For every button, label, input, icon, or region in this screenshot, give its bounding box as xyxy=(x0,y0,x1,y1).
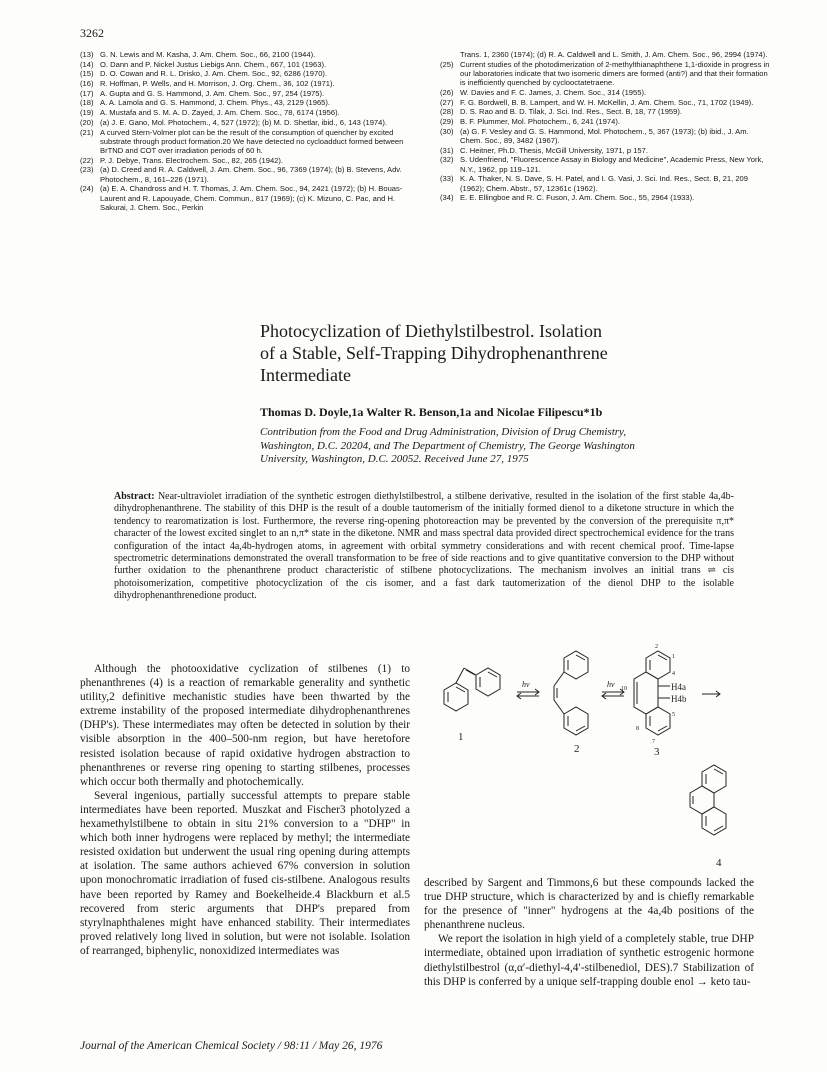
compound-label-1: 1 xyxy=(458,731,464,743)
reference-item xyxy=(440,193,770,202)
reference-number: (34) xyxy=(440,193,454,203)
reference-number: (30) xyxy=(440,126,454,136)
authors: Thomas D. Doyle,1a Walter R. Benson,1a and Nicolae Filipescu*1b xyxy=(260,405,603,419)
article-title xyxy=(260,320,720,386)
reference-text: D. O. Cowan and R. L. Drisko, J. Am. Chem. Soc., 92, 6286 (1970). xyxy=(100,69,328,79)
reference-text: F. G. Bordwell, B. B. Lampert, and W. H. McKellin, J. Am. Chem. Soc., 71, 1702 (1949). xyxy=(460,97,754,107)
abstract-text: Near-ultraviolet irradiation of the synthetic estrogen diethylstilbestrol, a stilbene derivative, resulted in the isolation of the first stable 4a,4b-dihydrophenanthrene. The stability of this DHP is the result of a double tautomerism of the initially formed dienol to a diketone structure in which the tendency to rearomatization is lost. Furthermore, the reverse ring-opening photoreaction may be prevented by the conversion of the prerequisite π,π* character of the lowest excited singlet to an n,π* state in the diketone. NMR and mass spectral data provided direct spectrochemical evidence for the trans configuration of the intact 4a,4b-hydrogen atoms, in agreement with orbital symmetry considerations and with recent chemical proof. Time-lapse spectrometric determinations demonstrated the overall transformation to be free of side reactions and to give quantitative conversion to the DHP without further oxidation to the phenanthrene product characteristic of stilbene photocyclizations. The mechanism involves an initial trans ⇌ cis photoisomerization, competitive photocyclization of the cis isomer, and a fast dark tautomerization of the dienol DHP to the isolable dihydrophenanthrenedione product. xyxy=(114,491,735,602)
reference-text: A. Mustafa and S. M. A. D. Zayed, J. Am. Chem. Soc., 78, 6174 (1956). xyxy=(100,108,340,118)
position-7: 7 xyxy=(652,739,655,745)
position-1: 1 xyxy=(672,654,675,660)
reference-text: O. Dann and P. Nickel Justus Liebigs Ann. Chem., 667, 101 (1963). xyxy=(100,59,327,69)
reference-item xyxy=(80,50,420,59)
dihydrophenanthrene-structure xyxy=(634,651,670,735)
reference-text: A. Gupta and G. S. Hammond, J. Am. Chem. Soc., 97, 254 (1975). xyxy=(100,88,325,98)
references-left xyxy=(80,50,420,213)
compound-label-3: 3 xyxy=(654,746,660,758)
title-line: Photocyclization of Diethylstilbestrol. Isolation xyxy=(260,321,602,341)
reference-item xyxy=(440,155,770,174)
reference-text: G. N. Lewis and M. Kasha, J. Am. Chem. Soc., 66, 2100 (1944). xyxy=(100,50,316,59)
cis-stilbene-structure xyxy=(554,651,588,735)
reference-text: S. Udenfriend, "Fluorescence Assay in Biology and Medicine", Academic Press, New York, N.Y., 1962, pp 119–121. xyxy=(460,155,764,174)
reference-item xyxy=(440,174,770,193)
reference-text: D. S. Rao and B. D. Tilak, J. Sci. Ind. Res., Sect. B, 18, 77 (1959). xyxy=(460,107,683,117)
reference-number: (16) xyxy=(80,79,94,89)
affiliation-line: University, Washington, D.C. 20052. Received June 27, 1975 xyxy=(260,453,529,465)
reference-number: (27) xyxy=(440,97,454,107)
reference-item xyxy=(440,127,770,146)
compound-label-4: 4 xyxy=(716,857,722,869)
position-4: 4 xyxy=(672,671,675,677)
reference-text: A. A. Lamola and G. S. Hammond, J. Chem. Phys., 43, 2129 (1965). xyxy=(100,98,331,108)
reference-text: (a) D. Creed and R. A. Caldwell, J. Am. Chem. Soc., 96, 7369 (1974); (b) B. Stevens, Adv. Photochem., 8, 161–226 (1971). xyxy=(100,165,402,184)
reference-number xyxy=(440,50,460,59)
h4a-label: H4a xyxy=(671,682,686,692)
body-paragraph: described by Sargent and Timmons,6 but these compounds lacked the true DHP structure, which is characterized by and is chiefly remarkable for the presence of "inner" hydrogens at the 4a,4b positions of the phenanthrene nucleus. xyxy=(424,877,754,932)
reference-item xyxy=(80,165,420,184)
reference-number: (24) xyxy=(80,184,94,194)
reference-text: Trans. 1, 2360 (1974); (d) R. A. Caldwell and L. Smith, J. Am. Chem. Soc., 96, 2994 (1974). xyxy=(460,50,768,59)
reference-text: (a) J. E. Gano, Mol. Photochem., 4, 527 (1972); (b) M. D. Shetlar, ibid., 6, 143 (1974). xyxy=(100,117,388,127)
body-paragraph: We report the isolation in high yield of a completely stable, true DHP intermediate, obtained upon irradiation of synthetic estrogenic hormone diethylstilbestrol (α,α′-diethyl-4,4′-stilbenediol, DES).7 Stabilization of this DHP is conferred by a unique self-trapping double enol → keto tau- xyxy=(424,933,754,988)
reference-item xyxy=(440,146,770,155)
position-10: 10 xyxy=(621,686,627,692)
stilbene-structure xyxy=(444,668,500,711)
reference-number: (18) xyxy=(80,98,94,108)
reference-number: (28) xyxy=(440,107,454,117)
reference-text: R. Hoffman, P. Wells, and H. Morrison, J. Org. Chem., 36, 102 (1971). xyxy=(100,79,335,89)
reference-item xyxy=(80,118,420,127)
body-column-left xyxy=(80,662,410,958)
reference-item xyxy=(80,69,420,78)
reference-text: K. A. Thaker, N. S. Dave, S. H. Patel, and I. G. Vasi, J. Sci. Ind. Res., Sect. B, 21, 209 (1962); Chem. Abstr., 57, 12361c (1962). xyxy=(460,174,748,193)
reference-number: (23) xyxy=(80,165,94,175)
reference-item xyxy=(80,60,420,69)
reference-number: (13) xyxy=(80,50,94,59)
reference-number: (33) xyxy=(440,174,454,184)
reference-number: (29) xyxy=(440,117,454,127)
reference-item xyxy=(80,108,420,117)
body-paragraph: Several ingenious, partially successful attempts to prepare stable intermediates have been reported. Muszkat and Fischer3 photolyzed a hexamethylstilbene to obtain in situ 21% conversion to a "DHP" in which both inner hydrogens were replaced by methyl; the intermediate resisted oxidation but underwent the usual ring opening during attempts at isolation. The same authors achieved 67% conversion in solution upon monochromatic irradiation of fused cis-stilbene. Analogous results have been reported by Ramey and Boekelheide.4 Blackburn et al.5 recovered from steric arguments that DHP's prepared from styrylnaphthalenes might have enhanced stability. Their intermediates proved relatively long lived in solution, but were not isolable. Isolation of rearranged, biphenylic, nonoxidized intermediates was xyxy=(80,789,410,957)
reference-number: (32) xyxy=(440,155,454,165)
hv-label-2: hν xyxy=(607,680,615,689)
reference-item xyxy=(440,88,770,97)
reference-item xyxy=(80,98,420,107)
phenanthrene-structure xyxy=(690,765,726,835)
reference-number: (25) xyxy=(440,59,454,69)
reference-item xyxy=(80,128,420,156)
reference-text: E. E. Ellingboe and R. C. Fuson, J. Am. Chem. Soc., 55, 2964 (1933). xyxy=(460,193,695,203)
abstract-label: Abstract: xyxy=(114,491,155,502)
reference-text: Current studies of the photodimerization of 2-methylthianaphthene 1,1-dioxide in progress in our laboratories indicate that two isomeric dimers are formed (anti?) and that their formation is inefficiently quenched by cyclooctatetraene. xyxy=(460,59,770,88)
photo-arrow-1 xyxy=(517,689,539,699)
position-2: 2 xyxy=(655,644,658,650)
reference-number: (31) xyxy=(440,145,454,155)
reference-number: (21) xyxy=(80,127,94,137)
reference-item xyxy=(80,156,420,165)
reference-number: (14) xyxy=(80,59,94,69)
affiliation-line: Contribution from the Food and Drug Administration, Division of Drug Chemistry, xyxy=(260,426,627,438)
reference-text: P. J. Debye, Trans. Electrochem. Soc., 82, 265 (1942). xyxy=(100,155,284,165)
body-paragraph: Although the photooxidative cyclization of stilbenes (1) to phenanthrenes (4) is a reaction of remarkable generality and synthetic utility,2 definitive mechanistic studies have been thwarted by the extreme instability of the proposed intermediate dihydrophenanthrenes (DHP's). These intermediates may often be detected in solution by their visible absorption in the 400–500-nm region, but have heretofore resisted isolation because of rapid oxidative hydrogen abstraction to phenanthrenes or reverse ring opening to starting stilbenes, processes which occur both thermally and photochemically. xyxy=(80,663,410,788)
reference-number: (20) xyxy=(80,117,94,127)
reference-item xyxy=(80,184,420,212)
reference-number: (26) xyxy=(440,87,454,97)
reference-number: (22) xyxy=(80,155,94,165)
reference-item xyxy=(440,98,770,107)
reference-text: (a) E. A. Chandross and H. T. Thomas, J. Am. Chem. Soc., 94, 2421 (1972); (b) H. Bouas-Laurent and R. Lapouyade, Chem. Commun., 817 (1969); (c) K. Mizuno, C. Pac, and H. Sakurai, J. Chem. Soc., Perkin xyxy=(100,184,403,213)
reference-text: B. F. Plummer, Mol. Photochem., 6, 241 (1974). xyxy=(460,117,620,127)
reference-item xyxy=(440,50,770,59)
reference-text: W. Davies and F. C. James, J. Chem. Soc., 314 (1955). xyxy=(460,87,647,97)
reference-item xyxy=(440,117,770,126)
title-line: Intermediate xyxy=(260,365,351,385)
reference-text: (a) G. F. Vesley and G. S. Hammond, Mol. Photochem., 5, 367 (1973); (b) ibid., J. Am. Chem. Soc., 89, 3482 (1967). xyxy=(460,126,749,146)
page-number: 3262 xyxy=(80,26,104,40)
reference-item xyxy=(80,79,420,88)
references-right xyxy=(440,50,770,203)
reference-number: (17) xyxy=(80,88,94,98)
h4b-label: H4b xyxy=(671,694,687,704)
reference-number: (15) xyxy=(80,69,94,79)
reference-text: A curved Stern-Volmer plot can be the result of the consumption of quencher by excited substrate through product formation.20 We have detected no cycloadduct formed between BrTND and COT over irradiation periods of 60 h. xyxy=(100,127,404,156)
reference-item xyxy=(440,107,770,116)
title-line: of a Stable, Self-Trapping Dihydrophenanthrene xyxy=(260,343,608,363)
reaction-scheme xyxy=(414,630,744,870)
compound-label-2: 2 xyxy=(574,743,580,755)
affiliation xyxy=(260,426,730,467)
body-column-right xyxy=(424,876,754,989)
reference-item xyxy=(80,89,420,98)
reference-item xyxy=(440,60,770,88)
oxidation-arrow xyxy=(702,691,720,697)
position-8: 8 xyxy=(636,726,639,732)
hv-label-1: hν xyxy=(522,680,530,689)
reference-number: (19) xyxy=(80,108,94,118)
abstract xyxy=(114,491,734,603)
affiliation-line: Washington, D.C. 20204, and The Department of Chemistry, The George Washington xyxy=(260,439,635,452)
position-5: 5 xyxy=(672,712,675,718)
reference-text: C. Heitner, Ph.D. Thesis, McGill University, 1971, p 157. xyxy=(460,145,648,155)
journal-footer: Journal of the American Chemical Society / 98:11 / May 26, 1976 xyxy=(80,1040,383,1052)
